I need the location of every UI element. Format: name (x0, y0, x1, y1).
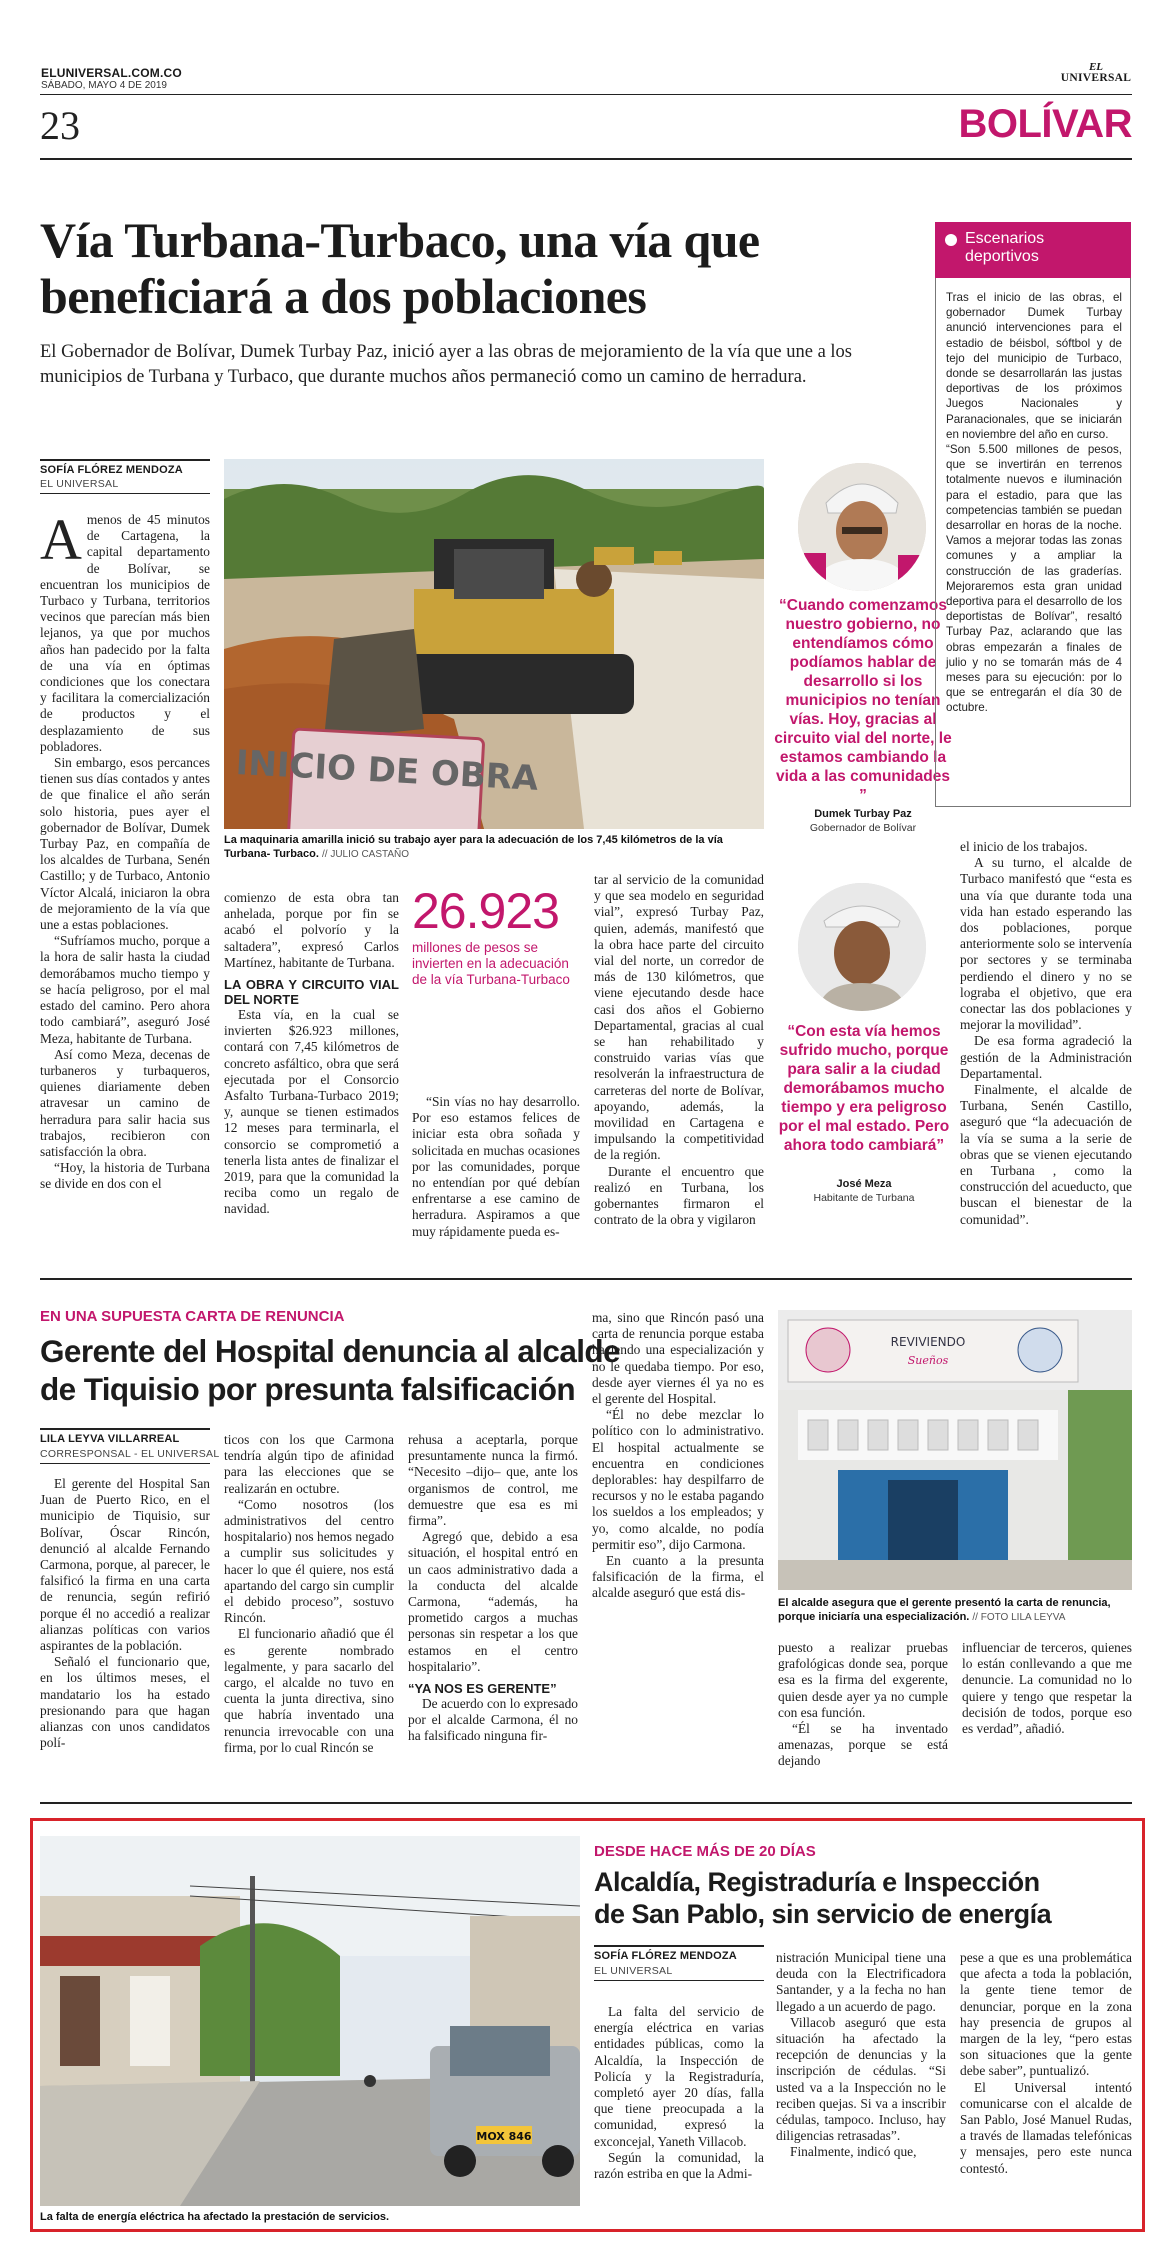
subhead: LA OBRA Y CIRCUITO VIAL DEL NORTE (224, 977, 399, 1008)
header-rule (40, 94, 1132, 95)
story1-byline: SOFÍA FLÓREZ MENDOZA (40, 464, 183, 476)
paragraph: De esa forma agradeció la gestión de la Administración Departamental. (960, 1033, 1132, 1081)
quote2: “Con esta vía hemos sufrido mucho, porque para salir a la ciudad demorábamos mucho tiempo y era peligroso por el mal estado. Pero ahora todo cambiará” (778, 1023, 950, 1154)
paragraph: “Son 5.500 millones de pesos, que se invertirán en terrenos totalmente nuevos e iluminación para el estadio, para que las competencias también se puedan desarrollar en horas de la noche. Vamos a mejorar todas las zonas comunes y a ampliar la construcción de las graderías. Mejoraremos esta gran unidad deportiva para el desarrollo de los deportistas de Bolívar”, resaltó Turbay Paz, aclarando que las obras empezarán a finales de julio y no se tomarán más de 4 meses para su ejecución: por lo que se entregarán el día 30 de octubre. (946, 443, 1122, 715)
dot-icon (945, 234, 957, 246)
paragraph: Finalmente, indicó que, (790, 2144, 917, 2160)
paragraph: menos de 45 minutos de Cartagena, la capital departamento de Bolívar, se encuentran los municipios de Turbaco y Turbana, territorios vecinos que parecían más bien lejanos, ya que por muchos años han padecido por la falta de una vía en óptimas condiciones que los conectara y facilitara la comercialización de productos y el desplazamiento de sus pobladores. (40, 512, 210, 754)
story1-column-1 (40, 512, 210, 1292)
quote2-role: Habitante de Turbana (813, 1192, 915, 1204)
story3-byline: SOFÍA FLÓREZ MENDOZA (594, 1950, 737, 1962)
story2-kicker: EN UNA SUPUESTA CARTA DE RENUNCIA (40, 1308, 345, 1325)
paragraph: Tras el inicio de las obras, el gobernador Dumek Turbay anunció intervenciones para el estadio de béisbol, sóftbol y de tejo del municipio de Turbaco, donde se desarrollarán las justas deportivas de los próximos Juegos Nacionales y Paranacionales, que se iniciarán en noviembre del año en curso. (946, 291, 1122, 441)
paragraph: A su turno, el alcalde de Turbaco manifestó que “esta es una vía que durante toda una vida han estado esperando las dos poblaciones, porque anteriormente solo se intervenía por sectores y se terminaba perdiendo el dinero y no se lograba el objetivo, que era conectar las dos poblaciones y mejorar la movilidad”. (960, 855, 1132, 1033)
story1-byline-rule (40, 459, 210, 461)
sidebar-title (935, 222, 1131, 278)
governor-portrait (798, 463, 926, 591)
plate-text: MOX 846 (476, 2130, 532, 2143)
resident-portrait (798, 883, 926, 1011)
story1-byline-rule2 (40, 493, 210, 494)
paragraph: El Universal intentó comunicarse con el alcalde de San Pablo, José Manuel Rudas, a través de llamadas telefónicas y mensajes, pero este nunca contestó. (960, 2079, 1132, 2176)
story1-headline (40, 212, 940, 324)
paragraph: La falta del servicio de energía eléctrica en varias entidades públicas, como la Alcaldía, la Inspección de Policía y la Registraduría, completó ayer 20 días, falla que tiene preocupada a la comunidad, expresó la exconcejal, Yaneth Villacob. (594, 2004, 764, 2149)
paragraph: Esta vía, en la cual se invierten $26.923 millones, contará con 7,45 kilómetros de concreto asfáltico, obra que será ejecutada por el Consorcio Asfalto Turbana-Turbaco 2019; y, aunque se tienen estimados 12 meses para terminarla, el consorcio se comprometió a tenerla lista antes de finalizar el 2019, para que la comunidad la reciba como un regalo de navidad. (224, 1007, 399, 1217)
sidebar-body (946, 290, 1122, 716)
issue-date: SÁBADO, MAYO 4 DE 2019 (41, 80, 167, 91)
story3-headline (594, 1866, 1134, 1930)
paragraph: “Hoy, la historia de Turbana se divide en dos con el (40, 1160, 210, 1192)
dropcap: A (40, 512, 82, 572)
caption-text: El alcalde asegura que el gerente presentó la carta de renuncia, porque iniciaría una especialización. (778, 1597, 1111, 1623)
story3-byline-rule (594, 1945, 764, 1947)
paragraph: ticos con los que Carmona tendría algún tipo de afinidad para las elecciones que se realizarán en octubre. (224, 1432, 394, 1496)
paragraph: puesto a realizar pruebas grafológicas donde sea, porque esa es la firma del exgerente, quien desde ayer ya no cumple con esa función. (778, 1640, 948, 1720)
quote2-portrait (798, 883, 926, 1011)
sign-text: INICIO DE OBRA (234, 743, 540, 799)
story-divider-2 (40, 1802, 1132, 1804)
story1-headline-line2: beneficiará a dos poblaciones (40, 268, 647, 324)
quote2-name: José Meza (836, 1178, 892, 1190)
story-divider (40, 1278, 1132, 1280)
story3-column-3 (960, 1950, 1132, 2177)
subhead: “YA NOS ES GERENTE” (408, 1681, 557, 1697)
paragraph: Durante el encuentro que realizó en Turbana, los gobernantes firmaron el contrato de la obra y vigilaron (594, 1163, 764, 1228)
story3-column-2 (776, 1950, 946, 2161)
paragraph: “Él se ha inventado amenazas, porque se está dejando (778, 1721, 948, 1769)
logo-bottom: UNIVERSAL (1060, 72, 1132, 84)
logo-top: EL (1088, 61, 1104, 73)
hospital-sign2: Sueños (907, 1354, 949, 1367)
stat-text: millones de pesos se invierten en la adecuación de la vía Turbana-Turbaco (412, 940, 570, 987)
story2-column-2 (224, 1432, 394, 1756)
page-number: 23 (40, 103, 80, 148)
section-title: BOLÍVAR (958, 102, 1132, 146)
street-photo (40, 1836, 580, 2206)
hospital-sign: REVIVIENDO (890, 1335, 966, 1349)
story1-deck (40, 340, 940, 390)
quote1-portrait (798, 463, 926, 591)
paragraph: rehusa a aceptarla, porque presuntamente nunca la firmó. “Necesito –dijo– que, ante los organismos de control, me demuestre que esa es mi firma”. (408, 1432, 578, 1529)
site-url: ELUNIVERSAL.COM.CO (41, 66, 182, 80)
paragraph: el inicio de los trabajos. (960, 839, 1088, 854)
hospital-photo (778, 1310, 1132, 1590)
bulldozer-photo (224, 459, 764, 829)
story2-column-6 (962, 1640, 1132, 1737)
story2-photo-caption (778, 1596, 1132, 1625)
paragraph: El gerente del Hospital San Juan de Puerto Rico, en el municipio de Tiquisio, sur Bolívar, Óscar Rincón, denunció al alcalde Fernando Carmona, porque, al parecer, le falsificó la firma en una carta de renuncia, según refirió porque él no accedió a realizar alianzas políticas con varios aspirantes de la población. (40, 1476, 210, 1654)
paragraph: “Él no debe mezclar lo político con lo administrativo. El hospital actualmente se encuentra en condiciones deplorables: hay despilfarro de recursos y no le estaba pagando los sueldos a los empleados; y yo, como alcalde, no podía permitir eso”, dijo Carmona. (592, 1407, 764, 1552)
caption-credit: // FOTO LILA LEYVA (972, 1612, 1066, 1623)
caption-text: La falta de energía eléctrica ha afectado la prestación de servicios. (40, 2211, 390, 2223)
story1-photo-caption (224, 833, 764, 862)
paragraph: nistración Municipal tiene una deuda con la Electrificadora Santander, y a la fecha no han llegado a un acuerdo de pago. (776, 1950, 946, 2014)
story2-headline-line2: de Tiquisio por presunta falsificación (40, 1371, 575, 1407)
story1-column-5 (960, 839, 1132, 1228)
story1-deck-line2: municipios de Turbana y Turbaco, que durante muchos años permaneció como un camino de herradura. (40, 367, 807, 387)
stat-number: 26.923 (412, 883, 559, 939)
story3-byline-role: EL UNIVERSAL (594, 1965, 673, 1977)
story1-deck-line1: El Gobernador de Bolívar, Dumek Turbay Paz, inició ayer a las obras de mejoramiento de la vía que une a los (40, 342, 853, 362)
story1-byline-role: EL UNIVERSAL (40, 478, 119, 490)
caption-text: La maquinaria amarilla inició su trabajo ayer para la adecuación de los 7,45 kilómetros de la vía Turbana- Turbaco. (224, 834, 723, 860)
paragraph: “Sufríamos mucho, porque a la hora de salir hasta la ciudad demorábamos mucho tiempo y se hacía peligroso, por el mal estado del camino. Pero ahora todo cambiará”, aseguró José Meza, habitante de Turbana. (40, 933, 210, 1046)
masthead-logo (1060, 62, 1132, 84)
story2-column-1 (40, 1476, 210, 1751)
paragraph: Señaló el funcionario que, en los últimos meses, el mandatario los ha estado presionando para que hagan alianzas con unos candidatos polí- (40, 1654, 210, 1751)
quote1-name: Dumek Turbay Paz (814, 808, 912, 820)
paragraph: Sin embargo, esos percances tienen sus días contados y antes de que finalice el año serán solo historia, pues ayer el gobernador de Bolívar, Dumek Turbay Paz, en compañía de los alcaldes de Turbana, Senén Castillo; y de Turbaco, Antonio Víctor Alcalá, iniciaron la obra de mejoramiento de la vía que une a estas poblaciones. (40, 755, 210, 933)
story3-byline-rule2 (594, 1980, 764, 1981)
caption-credit: // JULIO CASTAÑO (322, 849, 410, 860)
story1-photo (224, 459, 764, 829)
sidebar-title-line2: deportivos (965, 248, 1039, 265)
sidebar-title-line1: Escenarios (965, 230, 1045, 247)
story1-column-3 (412, 1094, 580, 1240)
story2-column-4 (592, 1310, 764, 1602)
story2-photo (778, 1310, 1132, 1590)
story3-headline-line2: de San Pablo, sin servicio de energía (594, 1899, 1052, 1929)
paragraph: Así como Meza, decenas de turbaneros y turbaqueros, quienes diariamente deben atravesar un camino de herradura para salir hacia sus trabajos, recibieron con satisfacción la obra. (40, 1046, 210, 1159)
paragraph: El funcionario añadió que él es gerente nombrado legalmente, y para sacarlo del cargo, el alcalde no tuvo en cuenta la junta directiva, sino que habría inventado una renuncia irrevocable con una firma, por lo cual Rincón se (224, 1626, 394, 1755)
story2-byline-rule (40, 1428, 210, 1430)
paragraph: influenciar de terceros, quienes lo están conllevando a que me denuncie. La comunidad no lo quiere y tengo que respetar la decisión de todos, porque eso es verdad”, añadió. (962, 1640, 1132, 1737)
paragraph: “Como nosotros (los administrativos del centro hospitalario) nos hemos negado a cumplir sus solicitudes y hacer lo que él quiere, nos está apartando del cargo sin cumplir el debido proceso”, sostuvo Rincón. (224, 1496, 394, 1626)
story2-column-3 (408, 1432, 578, 1745)
story3-kicker: DESDE HACE MÁS DE 20 DÍAS (594, 1843, 816, 1860)
paragraph: pese a que es una problemática que afecta a toda la población, la gente tiene temor de denunciar, porque en la zona hay presencia de grupos al margen de la ley, “pero estas son situaciones que la gente debe saber”, puntualizó. (960, 1950, 1132, 2079)
paragraph: “Sin vías no hay desarrollo. Por eso estamos felices de iniciar esta obra soñada y solicitada en muchas ocasiones por las comunidades, porque no entendían por qué debían enfrentarse a ese camino de herradura. Aspiramos a que muy rápidamente pueda es- (412, 1094, 580, 1239)
paragraph: ma, sino que Rincón pasó una carta de renuncia porque estaba haciendo una especialización y no le quedaba tiempo. Por eso, desde ayer viernes él ya no es el gerente del Hospital. (592, 1310, 764, 1407)
paragraph: comienzo de esta obra tan anhelada, porque por fin se acabó el polvorío y la saltadera”, expresó Carlos Martínez, habitante de Turbana. (224, 890, 399, 970)
story3-photo (40, 1836, 580, 2206)
paragraph: Finalmente, el alcalde de Turbana, Senén Castillo, aseguró que “la adecuación de la vía se suma a la serie de obras que se vienen ejecutando en Turbana , como la construcción del acueducto, que buscan el bienestar de la comunidad”. (960, 1082, 1132, 1227)
quote1: “Cuando comenzamos nuestro gobierno, no entendíamos cómo podíamos hablar de desarrollo si los municipios no tenían vías. Hoy, gracias al circuito vial del norte, le estamos cambiando la vida a las comunidades ” (774, 597, 952, 804)
story1-column-2 (224, 890, 399, 1218)
paragraph: De acuerdo con lo expresado por el alcalde Carmona, él no ha falsificado ninguna fir- (408, 1696, 578, 1744)
paragraph: tar al servicio de la comunidad y que sea modelo en seguridad vial”, expresó Turbay Paz, quien, además, manifestó que la obra hace parte del circuito vial del norte, un corredor de más de 130 kilómetros, que viene ejecutando desde hace casi dos años el Gobierno Departamental, gracias al cual se han rehabilitado y construido varias vías que resolverán la infraestructura de carreteras del norte de Bolívar, apoyando, además, la movilidad en Cartagena e impulsando la competitividad de la región. (594, 872, 764, 1163)
story3-column-1 (594, 2004, 764, 2182)
story2-byline: LILA LEYVA VILLARREAL (40, 1433, 180, 1445)
story1-headline-line1: Vía Turbana-Turbaco, una vía que (40, 212, 760, 268)
quote1-role: Gobernador de Bolívar (809, 822, 917, 834)
story3-photo-caption (40, 2210, 580, 2224)
paragraph: Agregó que, debido a esa situación, el hospital entró en un caos administrativo dada a la conducta del alcalde Carmona, “además, ha prometido cargos a muchas personas sin respetar a los que estamos en el centro hospitalario”. (408, 1529, 578, 1674)
story2-column-5 (778, 1640, 948, 1770)
paragraph: Villacob aseguró que esta situación ha afectado la recepción de denuncias y la inscripción de cédulas. “Si usted va a la Inspección no le reciben quejas. Si va a inscribir cédulas, tampoco. Incluso, hay diligencias retrasadas”. (776, 2014, 946, 2144)
story1-column-4 (594, 872, 764, 1228)
story2-byline-rule2 (40, 1463, 210, 1464)
story2-headline-line1: Gerente del Hospital denuncia al alcalde (40, 1333, 620, 1369)
paragraph: Según la comunidad, la razón estriba en que la Admi- (594, 2149, 764, 2182)
story3-headline-line1: Alcaldía, Registraduría e Inspección (594, 1867, 1040, 1897)
paragraph: En cuanto a la presunta falsificación de la firma, el alcalde aseguró que está dis- (592, 1553, 764, 1601)
story2-byline-role: CORRESPONSAL - EL UNIVERSAL (40, 1448, 220, 1460)
section-rule (40, 158, 1132, 160)
